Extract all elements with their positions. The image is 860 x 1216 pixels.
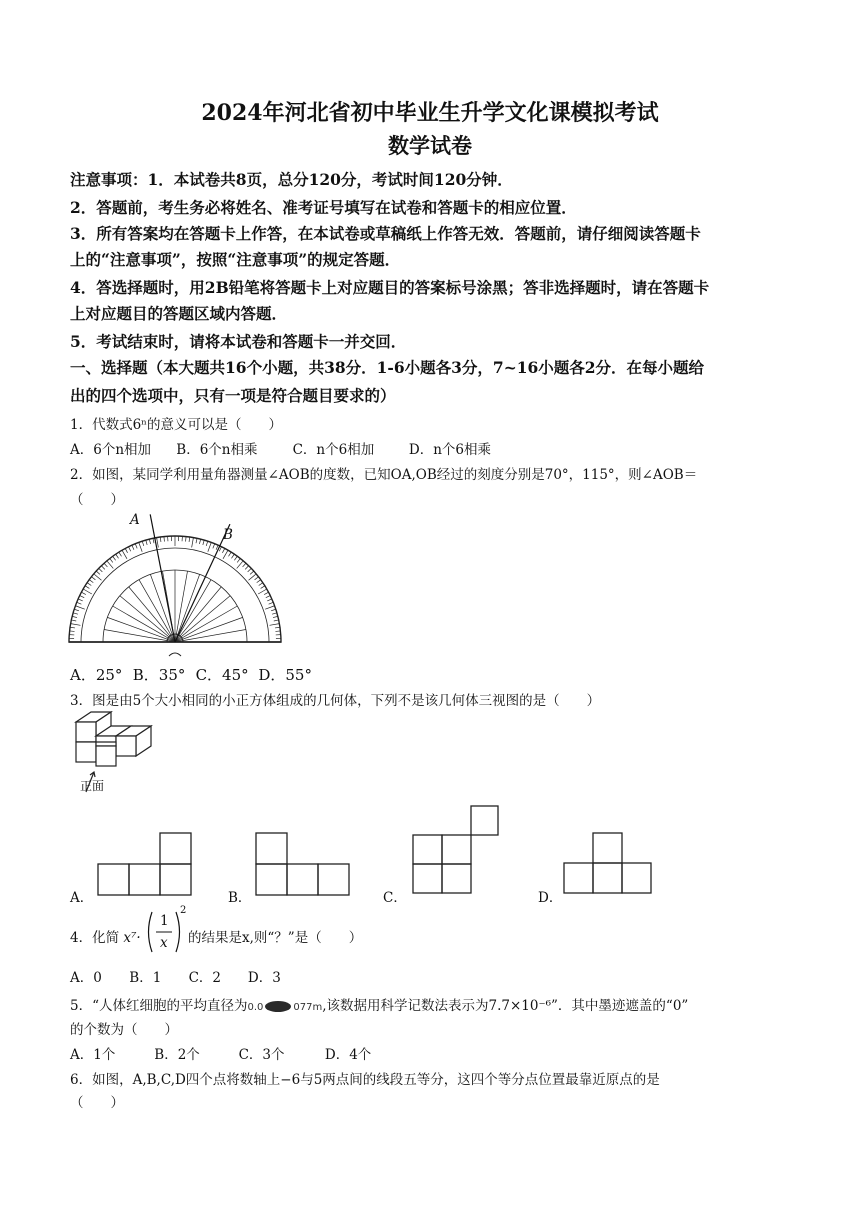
ink-right: 077m [293,1002,323,1013]
option-c: C．n个6相加 [292,442,375,458]
section-heading: 一、选择题（本大题共16个小题，共38分．1-6小题各3分，7~16小题各2分．在每小题给 [70,358,705,377]
option-b: B．1 [129,970,162,986]
option-a: A．6个n相加 [70,442,152,458]
q4-prefix: 4．化简 [70,930,120,946]
note-line: 2．答题前，考生务必将姓名、准考证号填写在试卷和答题卡的相应位置． [70,198,577,217]
option-d: D． [538,890,563,906]
fraction-exponent: 2 [180,905,187,916]
question-6-stem-cont: （ ） [70,1095,124,1111]
question-5-stem-cont: 的个数为（ ） [70,1022,178,1038]
note-line: 注意事项：1．本试卷共8页，总分120分，考试时间120分钟． [70,170,513,189]
ray-b-label: B [223,527,233,543]
left-paren-icon [149,912,153,952]
option-b: B．6个n相乘 [176,442,258,458]
question-3-stem: 3．图是由5个大小相同的小正方体组成的几何体，下列不是该几何体三视图的是（ ） [70,693,601,709]
front-label: 正面 [80,779,105,793]
q4-suffix: 的结果是x,则“？”是（ ） [188,930,363,946]
exam-subtitle: 数学试卷 [388,133,472,158]
question-5-options [70,1043,371,1063]
option-a: A．25° [70,666,123,684]
note-line: 4．答选择题时，用2B铅笔将答题卡上对应题目的答案标号涂黑；答非选择题时，请在答题卡 [70,278,710,297]
question-5-stem [70,994,688,1014]
right-paren-icon [176,912,180,952]
option-b: B．35° [132,666,186,684]
question-6-stem: 6．如图，A,B,C,D四个点将数轴上−6与5两点间的线段五等分，这四个等分点位置最靠近原点的是 [70,1072,660,1088]
question-2-stem-cont: （ ） [70,492,124,508]
q5-stem-a: 5．“人体红细胞的平均直径为 [70,998,248,1014]
note-line: 5．考试结束时，请将本试卷和答题卡一并交回． [70,332,407,351]
option-b: B． [228,890,252,906]
option-d: D．55° [258,666,312,684]
option-a: A．1个 [70,1047,116,1063]
option-d: D．4个 [324,1047,372,1063]
question-1-stem: 1．代数式6ⁿ的意义可以是（ ） [70,417,283,433]
q5-stem-b: ,该数据用科学记数法表示为7.7×10⁻⁶”．其中墨迹遮盖的“0” [322,998,689,1014]
option-a: A．0 [70,970,102,986]
option-d: D．n个6相乘 [408,442,491,458]
note-line: 3．所有答案均在答题卡上作答，在本试卷或草稿纸上作答无效．答题前，请仔细阅读答题卡 [70,224,701,243]
exam-title: 2024年河北省初中毕业生升学文化课模拟考试 [201,100,659,126]
option-d: D．3 [247,970,281,986]
question-2-stem: 2．如图，某同学利用量角器测量∠AOB的度数，已知OA,OB经过的刻度分别是70°，115°，则∠AOB＝ [70,467,698,483]
option-b: B．2个 [154,1047,200,1063]
ray-a-label: A [130,512,140,528]
option-c: C．2 [188,970,222,986]
option-c: C．3个 [238,1047,285,1063]
section-heading: 出的四个选项中，只有一项是符合题目要求的） [70,386,396,405]
fraction-numerator: 1 [160,913,169,929]
option-c: C． [383,890,407,906]
note-line: 上对应题目的答题区域内答题． [70,304,288,323]
ink-left: 0.0 [247,1002,264,1013]
note-line: 上的“注意事项”，按照“注意事项”的规定答题． [70,250,401,269]
q4-term: x⁷· [123,930,141,946]
ink-blot-icon [265,1001,291,1012]
question-4-options [70,966,281,986]
option-c: C．45° [195,666,249,684]
option-a: A． [70,890,94,906]
fraction-denominator: x [160,935,168,951]
